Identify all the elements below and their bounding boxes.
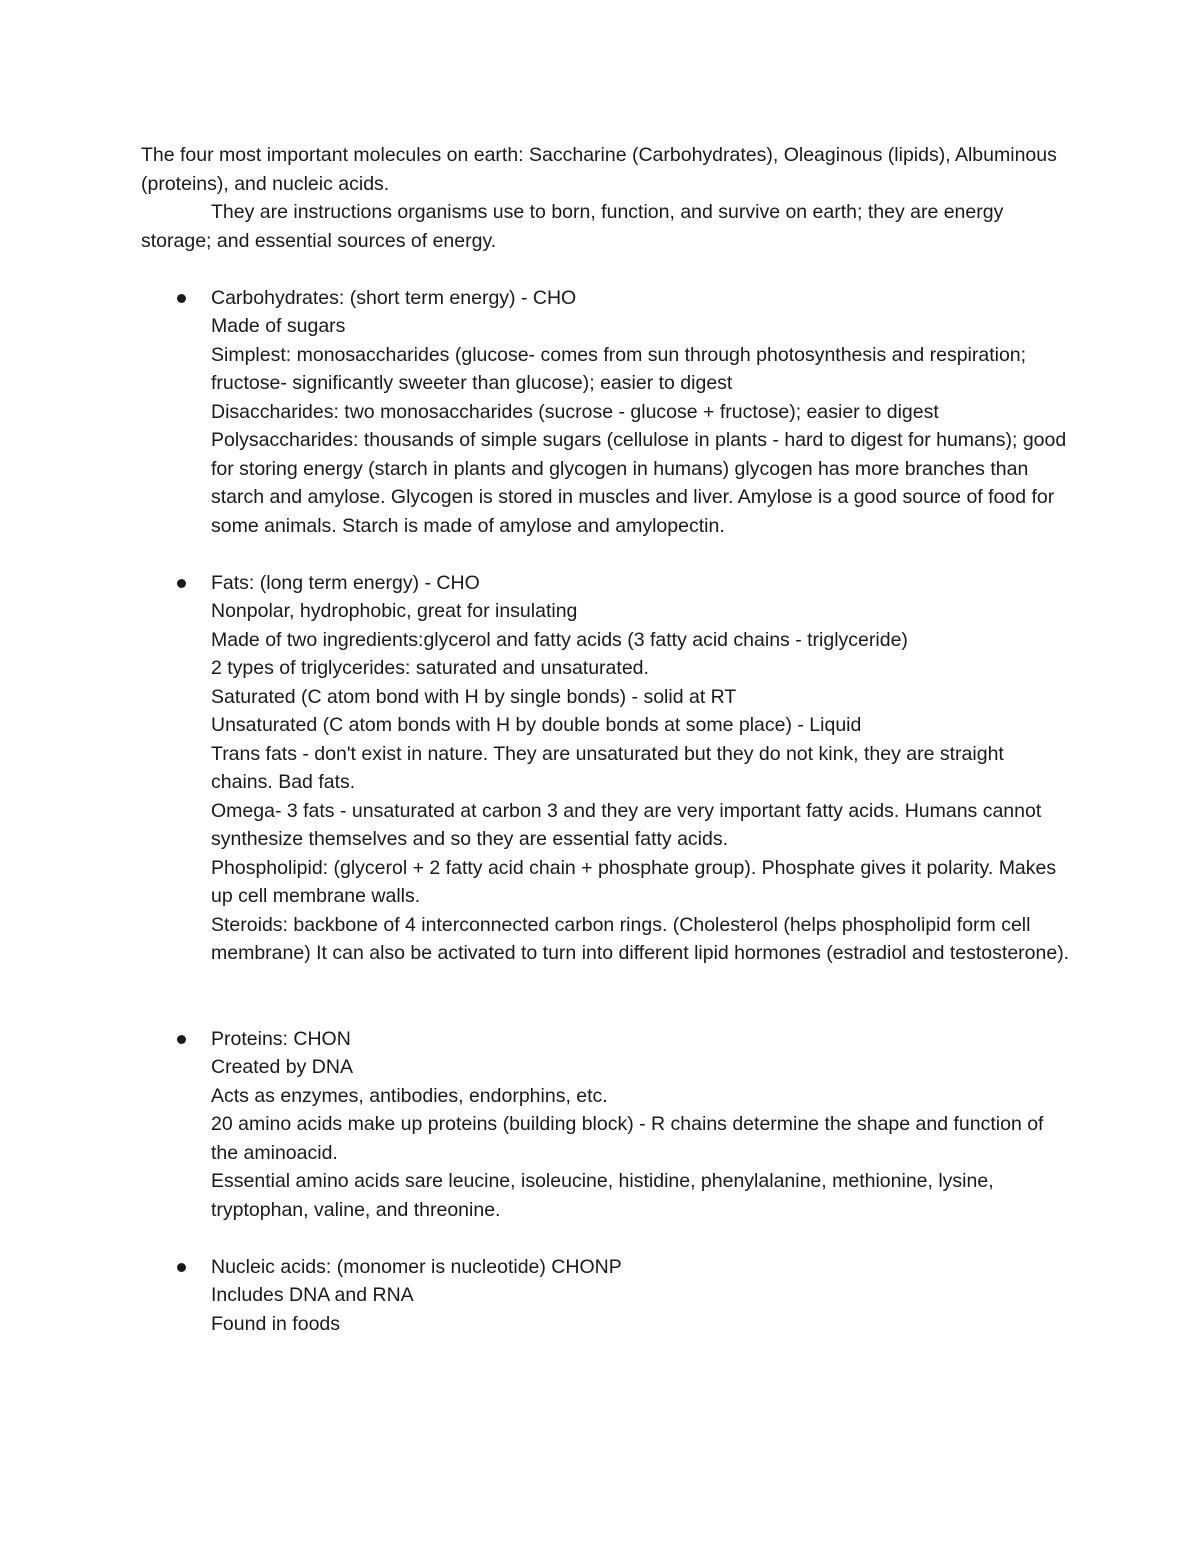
fats-line: Made of two ingredients:glycerol and fatty acids (3 fatty acid chains - triglyceride) [211,628,908,651]
carbohydrates-heading: Carbohydrates: (short term energy) - CHO [211,286,577,309]
fats-line: Nonpolar, hydrophobic, great for insulating [211,600,578,622]
proteins-heading: Proteins: CHON [211,1027,351,1050]
fats-line: Steroids: backbone of 4 interconnected carbon rings. (Cholesterol (helps phospholipid form cell membrane) It can also be activated to turn into different lipid hormones (estradiol and testosterone). [211,913,1070,964]
list-item-proteins [141,1025,1071,1225]
fats-line: Omega- 3 fats - unsaturated at carbon 3 and they are very important fatty acids. Humans cannot synthesize themselves and so they are essential fatty acids. [211,799,1042,850]
bullet-dot-icon [177,1035,186,1044]
carbohydrates-line: Disaccharides: two monosaccharides (sucrose - glucose + fructose); easier to digest [211,400,939,423]
document-page [141,141,1071,1338]
proteins-line: 20 amino acids make up proteins (building block) - R chains determine the shape and function of the aminoacid. [211,1113,1044,1164]
proteins-line: Acts as enzymes, antibodies, endorphins, etc. [211,1084,608,1107]
fats-heading: Fats: (long term energy) - CHO [211,571,480,594]
carbohydrates-line: Polysaccharides: thousands of simple sugars (cellulose in plants - hard to digest for humans); good for storing energy (starch in plants and glycogen in humans) glycogen has more branches than starch and amylose. Glycogen is stored in muscles and liver. Amylose is a good source of food for some animals. Starch is made of amylose and amylopectin. [211,429,1067,537]
list-item-nucleic-acids [141,1253,1071,1339]
spacer [141,540,1071,569]
list-item-carbohydrates [141,284,1071,541]
carbohydrates-line: Made of sugars [211,315,346,337]
nucleic-acids-heading: Nucleic acids: (monomer is nucleotide) CHONP [211,1255,622,1278]
fats-line: Trans fats - don't exist in nature. They are unsaturated but they do not kink, they are straight chains. Bad fats. [211,742,1004,793]
fats-line: Saturated (C atom bond with H by single bonds) - solid at RT [211,685,737,708]
spacer [141,1224,1071,1253]
proteins-line: Created by DNA [211,1056,353,1078]
bullet-dot-icon [177,579,186,588]
fats-line: Phospholipid: (glycerol + 2 fatty acid chain + phosphate group). Phosphate gives it polarity. Makes up cell membrane walls. [211,856,1057,907]
intro-indented-paragraph: They are instructions organisms use to born, function, and survive on earth; they are energy storage; and essential sources of energy. [141,201,1004,252]
intro-section [141,141,1071,255]
fats-line: 2 types of triglycerides: saturated and unsaturated. [211,657,649,679]
spacer [141,968,1071,1025]
molecule-list [141,284,1071,1339]
list-item-fats [141,569,1071,968]
proteins-line: Essential amino acids sare leucine, isoleucine, histidine, phenylalanine, methionine, lysine, tryptophan, valine, and threonine. [211,1170,994,1221]
bullet-dot-icon [177,1263,186,1272]
fats-line: Unsaturated (C atom bonds with H by double bonds at some place) - Liquid [211,714,862,736]
nucleic-acids-line: Includes DNA and RNA [211,1284,414,1306]
spacer [141,255,1071,284]
nucleic-acids-line: Found in foods [211,1312,341,1335]
bullet-dot-icon [177,294,186,303]
intro-paragraph: The four most important molecules on earth: Saccharine (Carbohydrates), Oleaginous (lipids), Albuminous (proteins), and nucleic acids. [141,144,1057,195]
carbohydrates-line: Simplest: monosaccharides (glucose- comes from sun through photosynthesis and respiration; fructose- significantly sweeter than glucose); easier to digest [211,343,1027,394]
